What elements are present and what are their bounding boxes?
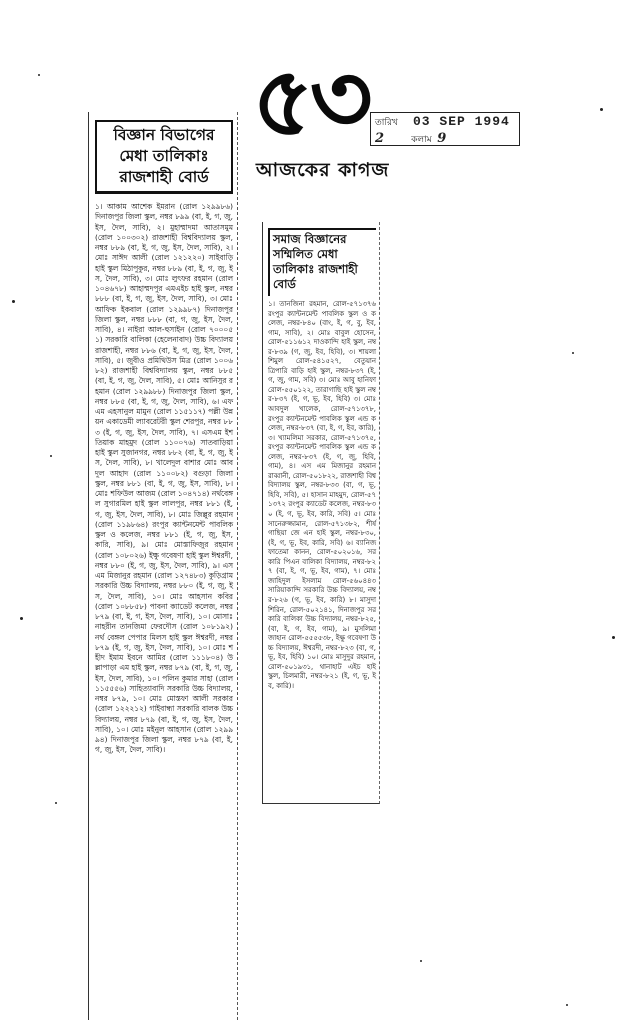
stamp-second-row [375, 131, 446, 147]
article-left-body [95, 202, 233, 756]
article-right-body [268, 300, 376, 691]
stamp-column-value: 9 [437, 131, 447, 146]
scan-speck [600, 108, 603, 111]
scan-speck [20, 617, 23, 620]
scan-speck [12, 300, 15, 303]
scan-speck [55, 802, 57, 804]
stamp-column-label: কলাম [411, 135, 432, 145]
stamp-date: 03 SEP 1994 [413, 114, 510, 129]
article-left-text: ১। আকাম আশেক ইমরান (রোল ১২৯৯৮৬) দিনাজপুর জিলা স্কুল, নম্বর ৮৯৯ (বা, ই, গ, জু, ইস, দৈল, সাবি), ২। মুহাম্মাদমা আতাসমুম (রোল ১০০৩০২) রাজশাহী বিশ্ববিদ্যালয় স্কুল, নম্বর ৮৮৯ (বা, ই, গ, জু, ইস, দৈল, সাবি), ২। মোঃ সাঈদ আলী (রোল ১২১২২০) সাইবাড়ি হাই স্কুল মিঠাপুকুর, নম্বর ৮৮৯ (বা, ই, গ, জু, ইস, দৈল, সাবি), ৩। মোঃ লুৎফর রহমান (রোল ১০৪৬৭৮) আহাম্মদপুর এমএইচ হাই স্কুল, নম্বর ৮৮৮ (বা, ই, গ, জু, ইস, দৈল, সাবি), ৩। মোঃ আফিক ইকবাল (রোল ১২৯৯৮৭) দিনাজপুর জিলা স্কুল, নম্বর ৮৮৮ (বা, গ, জু, ইস, দৈল, সাবি), ৪। নাইরা আল-হুসাইন (রোল ৭০০০৫১) সরকারি বালিকা (হেলেনাবাদ) উচ্চ বিদ্যালয় রাজশাহী, নম্বর ৮৮৬ (বা, ই, গ, জু, ইস, দৈল, সাবি), ৫। জুবীও প্রমিথিউস মিত্র (রোল ১০০৬৮২) রাজশাহী বিশ্ববিদ্যালয় স্কুল, নম্বর ৮৮৫ (বা, ই, গ, জু, দৈল, সাবি), ৫। মোঃ আনিসুর রহমান (রোল ১২৯৯৮৮) দিনাজপুর জিলা স্কুল, নম্বর ৮৮৫ (বা, ই, গ, জু, দৈল, সাবি), ৬। এফএম এহসানুল মামুন (রোল ১১৫১১৭) পল্লী উন্নয়ন একাডেমী ল্যাবরেটরী স্কুল শেরপুর, নম্বর ৮৮৩ (ই, গ, জু, ইস, দৈল, সাবি), ৭। এসএম ইশতিয়াক মাহমুদ (রোল ১১০০৭৬) সাতবাড়িয়া হাই স্কুল সুজানগর, নম্বর ৮৮২ (বা, ই, গ, জু, ইস, দৈল, সাবি), ৮। খালেদুল বাশার মোঃ আবদুল আহাদ (রোল ১১০০৮২) বগুড়া জিলা স্কুল, নম্বর ৮৮১ (বা, ই, গ, জু, ইস, সাবি), ৮। মোঃ শফিউল আজম (রোল ১০৪৭১৪) নর্থবেঙ্গল সুগারমিল হাই স্কুল লালপুর, নম্বর ৮৮১ (ই, গ, জু, ইস, দৈল, সাবি), ৮। মোঃ জিল্লুর রহমান (রোল ১১৯৮৬৪) রংপুর ক্যান্টনমেন্ট পাবলিক স্কুল ও কলেজ, নম্বর ৮৮১ (ই, গ, জু, ইস, কারি, সাবি), ৯। মোঃ মোস্তাফিজুর রহমান (রোল ১০৮০২৬) ইক্ষু গবেষণা হাই স্কুল ঈশ্বরদী, নম্বর ৮৮০ (ই, গ, জু, ইস, দৈল, সাবি), ৯। এসএম মিজানুর রহমান (রোল ১২৭৪৮৩) কুড়িগ্রাম সরকারি উচ্চ বিদ্যালয়, নম্বর ৮৮০ (ই, গ, জু, ইস, দৈল, সাবি), ১০। মোঃ আহসান কবির (রোল ১০৮৮৫৮) পাবনা ক্যাডেট কলেজ, নম্বর ৮৭৯ (বা, ই, গ, ইস, দৈল, সাবি), ১০। মোসাঃ নাহরীন তানজিমা ফেরদৌস (রোল ১০৮১৯২) নর্থ বেঙ্গল পেপার মিলস হাই স্কুল ঈশ্বরদী, নম্বর ৮৭৯ (ই, গ, জু, ইস, দৈল, সাবি), ১০। মোঃ শহীদ ইমাম ইবনে আমির (রোল ১১১৮০৪) উল্লাপাড়া এম হাই স্কুল, নম্বর ৮৭৯ (বা, ই, গ, জু, ইস, দৈল, সাবি), ১০। পলিন কুমার সাহা (রোল ১১৫৫৫৬) সাহিত্যাবাদি সরকারি উচ্চ বিদ্যালয়, নম্বর ৮৭৯, ১০। মোঃ মোস্তফা আলী সরকার (রোল ১২২২১২) গাইবান্ধা সরকারি বালক উচ্চ বিদ্যালয়, নম্বর ৮৭৯ (বা, ই, গ, জু, ইস, দৈল, সাবি), ১০। মোঃ মইনুল আহসান (রোল ১২৯৯৯৪) দিনাজপুর জিলা স্কুল, নম্বর ৮৭৯ (বা, ই, গ, জু, ইস, দৈল, সাবি)। [95, 202, 233, 755]
article-right-text: ১। তানজিনা রহমান, রোল-৫৭১৩৭৬ রংপুর ক্যান্টনমেন্ট পাবলিক স্কুল ও কলেজ, নম্বর-৮৪০ (বাং, ই, গ, বু, ইব, গাম, সাবি), ২। মোঃ বাবুল হোসেন, রোল-৫১১৬১২ দাওকান্দি হাই স্কুল, নম্বর-৮৩৯ (গ, জু, ইব, হিবি), ৩। শায়লা শিমুল রোল-৫৪১৫২৭, বেতুয়ান ত্রিপারি বাড়ি হাই স্কুল, নম্বর-৮৩৭ (ই, গ, জু, গাম, সবি) ৩। মোঃ আবু হানিফা রোল-৫৫০১২২, তারাগাছি হাই স্কুল নম্বর-৮৩৭ (ই, গ, ভূ, ইব, হিবি) ৩। মোঃ আবদুল খালেক, রোল-৫৭১৩৭৮, রংপুর ক্যান্টনমেন্ট পাবলিক স্কুল এন্ড কলেজ, নম্বর-৮৩৭ (বা, ই, গ, ইব, কারি), ৩। খ্যামলিমা সরকার, রোল-৫৭১৩৭৫, রংপুর ক্যান্টনমেন্ট পাবলিক স্কুল এন্ড কলেজ, নম্বর-৮৩৭ (ই, গ, জু, হিবি, গাম), ৪। এস এম মিজানুর রহমান রাব্বানী, রোল-৫০১৮২২, রাজশাহী বিশ্ববিদ্যালয় স্কুল, নম্বর-৮৩৩ (বা, গ, ভূ, হিবি, সবি), ৫। হাসান মাহমুদ, রোল-৫৭১৩৭২ রংপুর ক্যাডেট কলেজ, নম্বর-৮৩০ (ই, গ, ভূ, ইব, কারি, সবি) ৫। মোঃ সানেরুজ্জামান, রোল-৫৭১৩৮২, শীর্ষ গাছিয়া জে এন হাই স্কুল, নম্বর-৮৩০, (ই, গ, ভূ, ইব, কারি, সবি) ৬। ব্যানিজ ফাতেমা কানন, রোল-৫০২০১৬, সরকারি পিএন বালিকা বিদ্যালয়, নম্বর-৮২৭ (বা, ই, গ, ভূ, ইব, গাম), ৭। মোঃ জাহিদুল ইসলাম রোল-৫৬০৪৪৩ সারিয়াকান্দি সরকারি উচ্চ বিদ্যালয়, নম্বর-৮২৬ (গ, ভূ, ইব, কারি) ৮। মাসুদা শিরিন, রোল-৫০২১৪১, দিনাজপুর সরকারি বালিকা উচ্চ বিদ্যালয়, নম্বর-৮২৫, (বা, ই, গ, ইব, গাম), ৯। মুসলিমা জাহান রোল-৫৫৫৫৩৮, ইক্ষু গবেষণা উচ্চ বিদ্যালয়, ঈশ্বরদী, নম্বর-৮২৩ (বা, গ, ভূ, ইব, হিবি) ১০। মোঃ মাসুদুর রহমান, রোল-৫০১৯৩১, থানাহাট এইচ হাই স্কুল, চিলমারী, নম্বর-৮২১ (ই, গ, ভূ, ইব, কারি)। [268, 300, 376, 690]
stamp-page-value: 2 [375, 131, 385, 146]
scan-speck [572, 352, 574, 354]
scan-speck [38, 74, 40, 76]
scan-speck [566, 1004, 568, 1006]
scan-speck [50, 455, 52, 457]
newspaper-name: আজকের কাগজ [256, 159, 390, 181]
article-left-headline: বিজ্ঞান বিভাগের মেধা তালিকাঃ রাজশাহী বোর্ড [95, 120, 233, 194]
stamp-date-label: তারিখ [375, 118, 398, 128]
article-right-headline: সমাজ বিজ্ঞানের সম্মিলিত মেধা তালিকাঃ রাজশাহী বোর্ড [268, 228, 376, 296]
date-stamp [370, 112, 520, 146]
scan-speck [612, 636, 615, 639]
scan-speck [420, 960, 422, 962]
article-science-merit-list [88, 112, 238, 1020]
article-social-science-merit-list [262, 222, 380, 804]
handwritten-page-number: ৫৩ [249, 40, 372, 160]
